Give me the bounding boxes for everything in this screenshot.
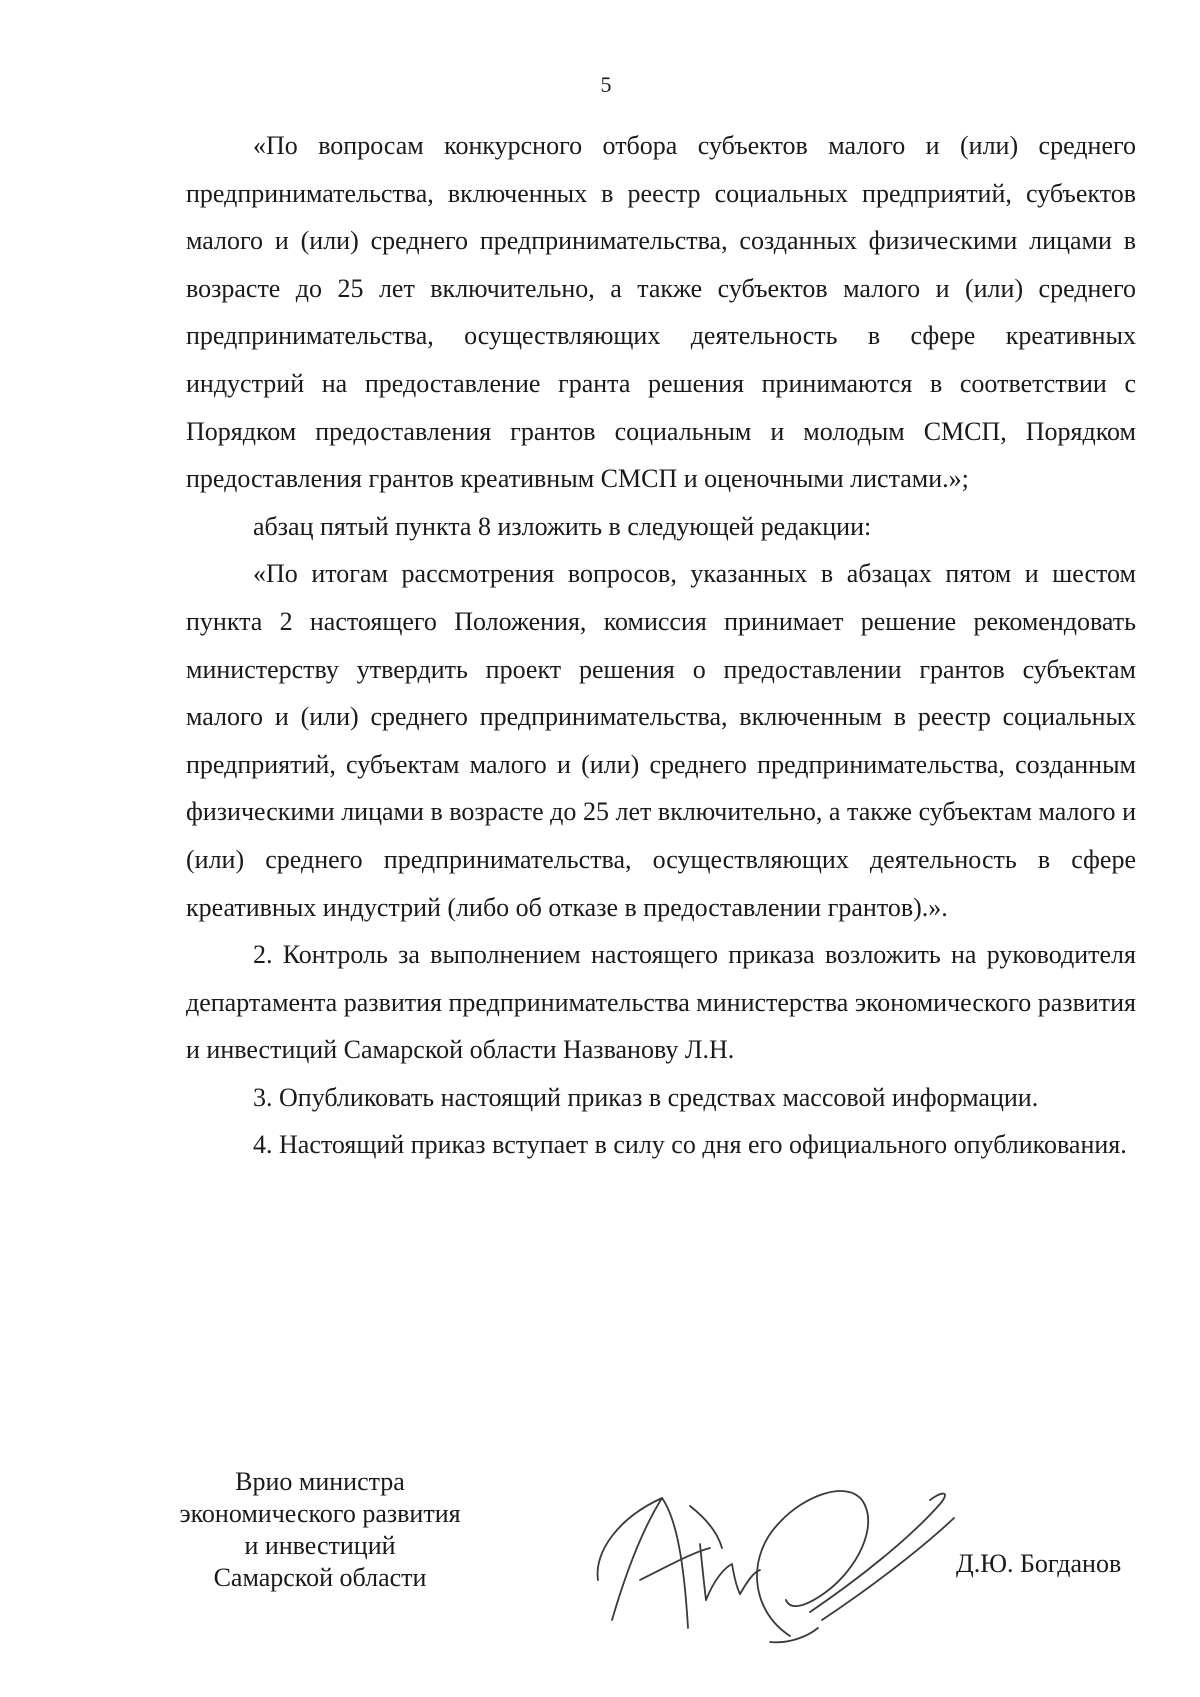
signatory-position — [150, 1466, 490, 1594]
position-line: Самарской области — [213, 1563, 427, 1592]
position-line: экономического развития — [179, 1499, 461, 1528]
paragraph-publish: 3. Опубликовать настоящий приказ в средствах массовой информации. — [253, 1082, 1039, 1112]
paragraph-control: 2. Контроль за выполнением настоящего приказа возложить на руководителя департамента развития предпринимательства министерства экономического развития и инвестиций Самарской области Названову Л.Н. — [186, 940, 1136, 1065]
handwritten-signature-icon — [590, 1460, 980, 1650]
signer-name: Д.Ю. Богданов — [956, 1549, 1122, 1578]
paragraph-amendment-intro: абзац пятый пункта 8 изложить в следующей редакции: — [253, 511, 872, 541]
position-line: Врио министра — [235, 1467, 405, 1496]
paragraph-effective-date: 4. Настоящий приказ вступает в силу со дня его официального опубликования. — [253, 1130, 1127, 1160]
position-line: и инвестиций — [244, 1531, 396, 1560]
page-number: 5 — [600, 72, 612, 97]
document-body — [186, 122, 1136, 1169]
paragraph-commission-decision: «По итогам рассмотрения вопросов, указанных в абзацах пятом и шестом пункта 2 настоящего Положения, комиссия принимает решение рекомендовать министерству утвердить проект решения о предоставлении грантов субъектам малого и (или) среднего предпринимательства, включенным в реестр социальных предприятий, субъектам малого и (или) среднего предпринимательства, созданным физическими лицами в возрасте до 25 лет включительно, а также субъектам малого и (или) среднего предпринимательства, осуществляющих деятельность в сфере креативных индустрий (либо об отказе в предоставлении грантов).». — [186, 559, 1136, 922]
paragraph-competitive-selection: «По вопросам конкурсного отбора субъектов малого и (или) среднего предпринимательства, включенных в реестр социальных предприятий, субъектов малого и (или) среднего предпринимательства, созданных физическими лицами в возрасте до 25 лет включительно, а также субъектов малого и (или) среднего предпринимательства, осуществляющих деятельность в сфере креативных индустрий на предоставление гранта решения принимаются в соответствии с Порядком предоставления грантов социальным и молодым СМСП, Порядком предоставления грантов креативным СМСП и оценочными листами.»; — [186, 131, 1136, 494]
